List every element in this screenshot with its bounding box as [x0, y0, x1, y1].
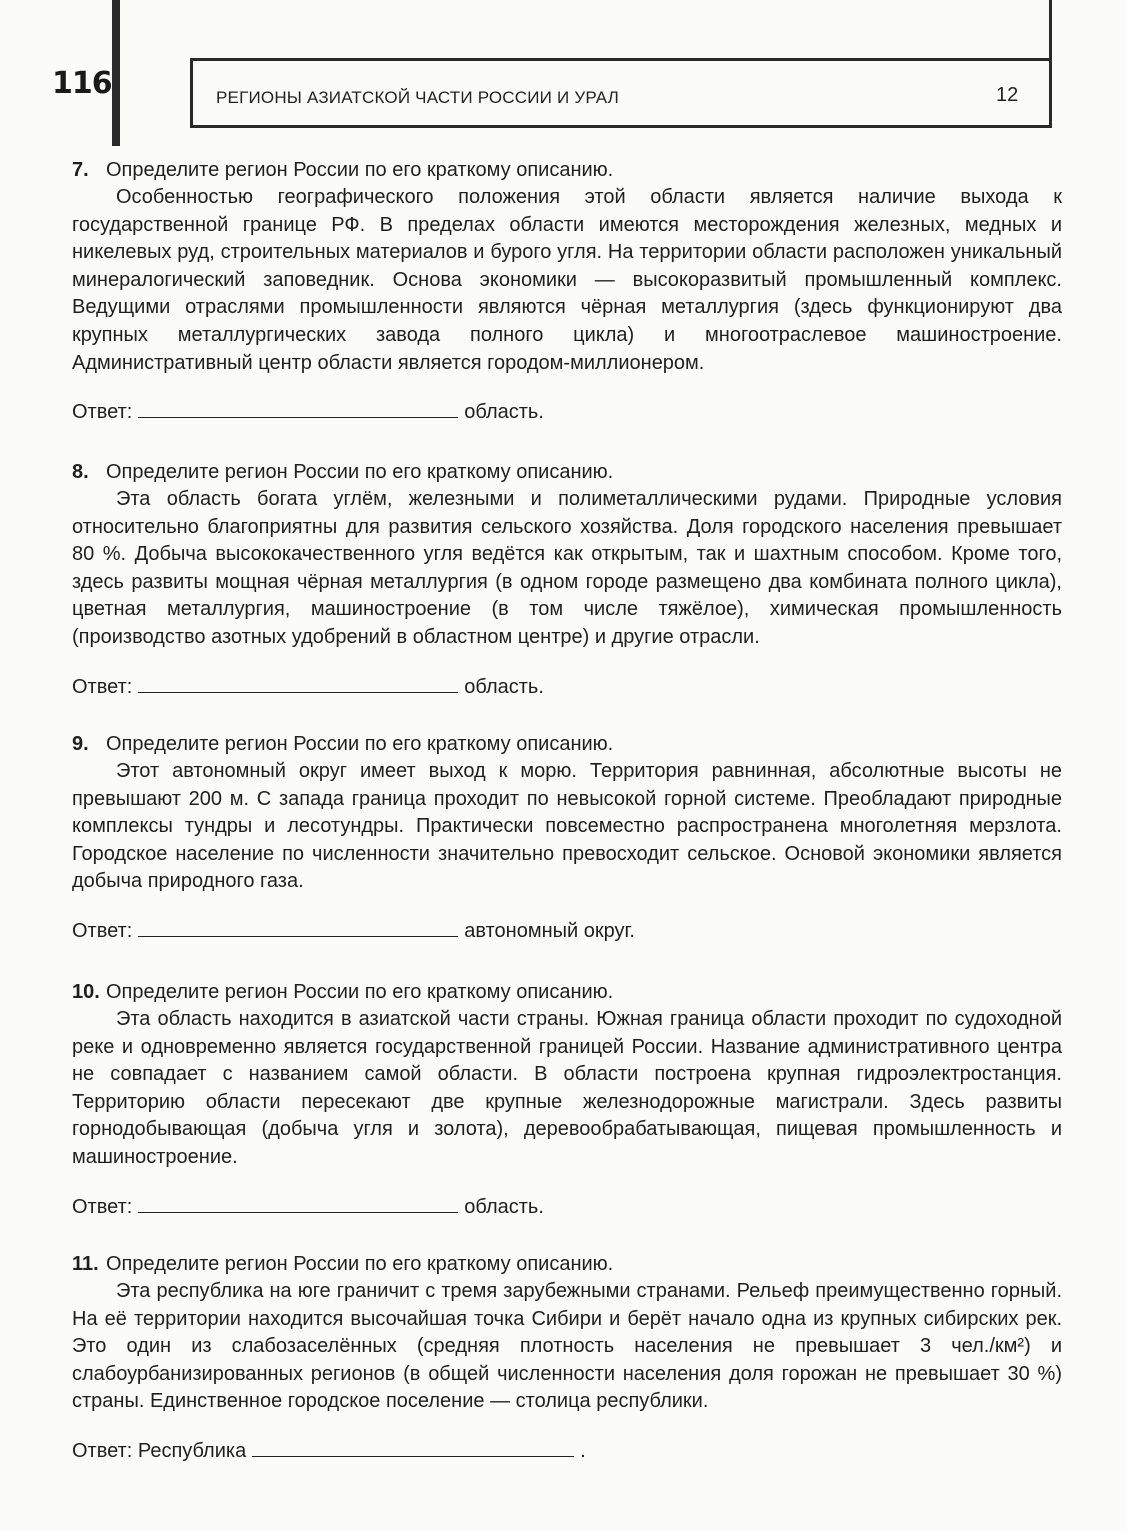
task-question: Определите регион России по его краткому описанию.: [106, 733, 614, 755]
task-7: [72, 156, 1062, 426]
task-heading: [72, 730, 1062, 758]
section-title: РЕГИОНЫ АЗИАТСКОЙ ЧАСТИ РОССИИ И УРАЛ: [216, 88, 620, 107]
answer-label: Ответ:: [72, 401, 133, 424]
task-number: 9.: [72, 733, 89, 755]
answer-blank[interactable]: [138, 916, 458, 937]
task-10: [72, 978, 1062, 1221]
answer-suffix: .: [580, 1439, 586, 1462]
task-text: Эта область богата углём, железными и полиметаллическими рудами. Природные условия относительно благоприятны для развития сельского хозяйства. Доля городского населения превышает 80 %. Добыча высококачественного угля ведётся как открытым, так и шахтным способом. Кроме того, здесь развиты мощная чёрная металлургия (в одном городе размещено два комбината полного цикла), цветная металлургия, машиностроение (в том числе тяжёлое), химическая промышленность (производство азотных удобрений в областном центре) и другие отрасли.: [72, 488, 1062, 648]
answer-row: [72, 1192, 1062, 1221]
answer-blank[interactable]: [138, 1192, 458, 1213]
task-heading: [72, 156, 1062, 184]
answer-label: Ответ:: [72, 1195, 133, 1218]
answer-label: Ответ:: [72, 675, 133, 698]
task-question: Определите регион России по его краткому описанию.: [106, 1253, 614, 1275]
task-text: Эта республика на юге граничит с тремя зарубежными странами. Рельеф преимущественно горный. На её территории находится высочайшая точка Сибири и берёт начало одна из крупных сибирских рек. Это один из слабозаселённых (средняя плотность населения не превышает 3 чел./км²) и слабоурбанизированных регионов (в общей численности населения доля горожан не превышает 30 %) страны. Единственное городское поселение — столица республики.: [72, 1280, 1062, 1413]
header-vertical-rule: [112, 0, 120, 146]
answer-row: [72, 672, 1062, 701]
task-heading: [72, 978, 1062, 1006]
answer-suffix: область.: [464, 401, 544, 424]
task-heading: [72, 1250, 1062, 1278]
task-question: Определите регион России по его краткому описанию.: [106, 981, 614, 1003]
answer-row: [72, 1436, 1062, 1465]
answer-prefix: Республика: [137, 1439, 247, 1462]
answer-blank[interactable]: [252, 1436, 574, 1457]
section-number: 12: [996, 84, 1019, 106]
page-number: 116: [52, 66, 112, 101]
task-number: 10.: [72, 981, 100, 1003]
task-heading: [72, 458, 1062, 486]
task-text: Эта область находится в азиатской части страны. Южная граница области проходит по судоходной реке и одновременно является государственной границей России. Название административного центра не совпадает с названием самой области. В области построена крупная гидроэлектростанция. Территорию области пересекают две крупные железнодорожные магистрали. Здесь развиты горнодобывающая (добыча угля и золота), деревообрабатывающая, пищевая промышленность и машиностроение.: [72, 1008, 1062, 1168]
header-right-rule: [1049, 0, 1052, 60]
task-number: 11.: [72, 1253, 99, 1275]
answer-blank[interactable]: [138, 672, 458, 693]
answer-suffix: область.: [464, 675, 544, 698]
task-text: Особенностью географического положения этой области является наличие выхода к государственной границе РФ. В пределах области имеются месторождения железных, медных и никелевых руд, строительных материалов и бурого угля. На территории области расположен уникальный минералогический заповедник. Основа экономики — высокоразвитый промышленный комплекс. Ведущими отраслями промышленности являются чёрная металлургия (здесь функционируют два крупных металлургических завода полного цикла) и многоотраслевое машиностроение. Административный центр области является городом-миллионером.: [72, 186, 1062, 374]
answer-blank[interactable]: [138, 397, 458, 418]
task-8: [72, 458, 1062, 701]
task-number: 8.: [72, 461, 89, 483]
answer-row: [72, 916, 1062, 945]
answer-label: Ответ:: [72, 919, 133, 942]
answer-row: [72, 397, 1062, 426]
task-text: Этот автономный округ имеет выход к морю. Территория равнинная, абсолютные высоты не превышают 200 м. С запада граница проходит по невысокой горной системе. Преобладают природные комплексы тундры и лесотундры. Практически повсеместно распространена многолетняя мерзлота. Городское население по численности значительно превосходит сельское. Основой экономики является добыча природного газа.: [72, 760, 1062, 893]
answer-suffix: область.: [464, 1195, 544, 1218]
answer-label: Ответ:: [72, 1439, 133, 1462]
answer-suffix: автономный округ.: [464, 919, 635, 942]
task-11: [72, 1250, 1062, 1465]
task-question: Определите регион России по его краткому описанию.: [106, 461, 614, 483]
task-number: 7.: [72, 159, 89, 181]
task-9: [72, 730, 1062, 945]
task-question: Определите регион России по его краткому описанию.: [106, 159, 614, 181]
